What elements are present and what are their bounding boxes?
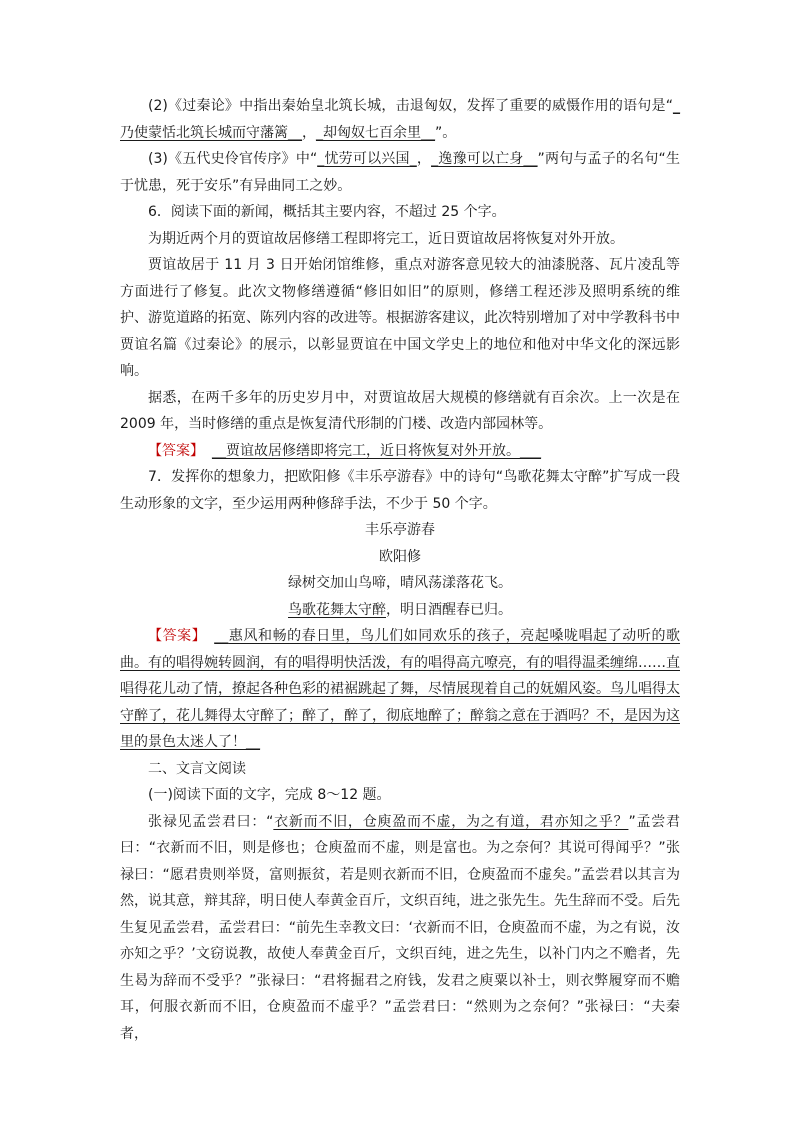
q3-blank-a: _忧劳可以兴国_: [317, 151, 417, 167]
section-instruction: (一)阅读下面的文字，完成 8～12 题。: [148, 787, 391, 803]
answer-text: __惠风和畅的春日里，鸟儿们如同欢乐的孩子，亮起嗓咙唱起了动听的歌曲。有的唱得婉转圆润，有的唱得明快活泼，有的唱得高亢嘹亮，有的唱得温柔缠绵……直唱得花儿动了情，撩起各种色彩的裙裾跳起了舞，尽情展现着自己的妩媚风姿。鸟儿唱得太守醉了，花儿舞得太守醉了；醉了，醉了，彻底地醉了；醉翁之意在于酒吗？不，是因为这里的景色太迷人了！__: [120, 628, 681, 750]
poem-line-2-underlined: 鸟歌花舞太守醉: [288, 601, 386, 618]
news-paragraph-1: 为期近两个月的贾谊故居修缮工程即将完工，近日贾谊故居将恢复对外开放。: [148, 230, 624, 247]
q2-blank-a: _乃使蒙恬北筑长城而守藩篱__: [120, 98, 680, 141]
question-6-answer: [120, 438, 680, 465]
answer-text: __贾谊故居修缮即将完工，近日将恢复对外开放。___: [212, 442, 541, 459]
q2-prefix: (2)《过秦论》中指出秦始皇北筑长城，击退匈奴，发挥了重要的威慑作用的语句是“: [148, 98, 673, 114]
question-7-answer: [120, 623, 680, 756]
q3-separator: ，: [416, 151, 432, 167]
question-6-prompt: 6．阅读下面的新闻，概括其主要内容，不超过 25 个字。: [148, 204, 506, 220]
poem-line-2: [120, 597, 680, 624]
news-paragraph-2: 贾谊故居于 11 月 3 日开始闭馆维修，重点对游客意见较大的油漆脱落、瓦片凌乱等方面进行了修复。此次文物修缮遵循“修旧如旧”的原则，修缮工程还涉及照明系统的维护、游览道路的拓宽、陈列内容的改进等。根据游客建议，此次特别增加了对中学教科书中贾谊名篇《过秦论》的展示，以彰显贾谊在中国文学史上的地位和他对中华文化的深远影响。: [120, 257, 680, 379]
q3-blank-b: _逸豫可以亡身__: [431, 151, 538, 167]
document-body: [120, 93, 680, 1047]
section-title: 二、文言文阅读: [148, 760, 246, 777]
passage-underlined: 衣新而不旧，仓庾盈而不虚，为之有道，君亦知之乎？: [273, 813, 629, 830]
q2-suffix: ”。: [435, 124, 457, 141]
question-7-prompt: 7．发挥你的想象力，把欧阳修《丰乐亭游春》中的诗句“鸟歌花舞太守醉”扩写成一段生动形象的文字，至少运用两种修辞手法，不少于 50 个字。: [120, 469, 680, 512]
poem-line-2-rest: ，明日酒醒春已归。: [386, 601, 512, 618]
q2-blank-b: _却匈奴七百余里__: [316, 124, 435, 141]
q2-separator: ，: [302, 124, 316, 141]
question-3-line: [120, 146, 680, 199]
answer-label: 【答案】: [148, 628, 207, 644]
q3-suffix: ”两句与孟子的名句“生于忧患，死于安乐”有异曲同工之妙。: [120, 151, 681, 194]
poem-line-1: 绿树交加山鸟啼，晴风荡漾落花飞。: [288, 575, 512, 591]
passage-body: ”孟尝君曰：“衣新而不旧，则是修也；仓庾盈而不虚，则是富也。为之奈何？其说可得闻乎？”张禄曰：“愿君贵则举贤，富则振贫，若是则衣新而不旧，仓庾盈而不虚矣。”孟尝君以其言为然，说其意，辩其辞，明日使人奉黄金百斤，文织百纯，进之张先生。先生辞而不受。后先生复见孟尝君，孟尝君曰：“前先生幸教文曰：‘衣新而不旧，仓庾盈而不虚，为之有说，汝亦知之乎？’文窃说教，故使人奉黄金百斤，文织百纯，进之先生，以补门内之不赡者，先生曷为辞而不受乎？”张禄曰：“君将掘君之府钱，发君之庾粟以补士，则衣弊履穿而不赡耳，何服衣新而不旧，仓庾盈而不虚乎？”孟尝君曰：“然则为之奈何？”张禄曰：“夫秦者，: [120, 813, 680, 1042]
q3-prefix: (3)《五代史伶官传序》中“: [148, 151, 318, 167]
question-2-line: [120, 93, 680, 146]
news-paragraph-3: 据悉，在两千多年的历史岁月中，对贾谊故居大规模的修缮就有百余次。上一次是在 2009 年，当时修缮的重点是恢复清代形制的门楼、改造内部园林等。: [120, 389, 680, 432]
passage-lead: 张禄见孟尝君曰：“: [148, 813, 274, 830]
poem-author: 欧阳修: [379, 548, 421, 565]
poem-title: 丰乐亭游春: [365, 522, 435, 538]
classical-passage: [120, 809, 680, 1048]
answer-label: 【答案】: [148, 442, 204, 459]
